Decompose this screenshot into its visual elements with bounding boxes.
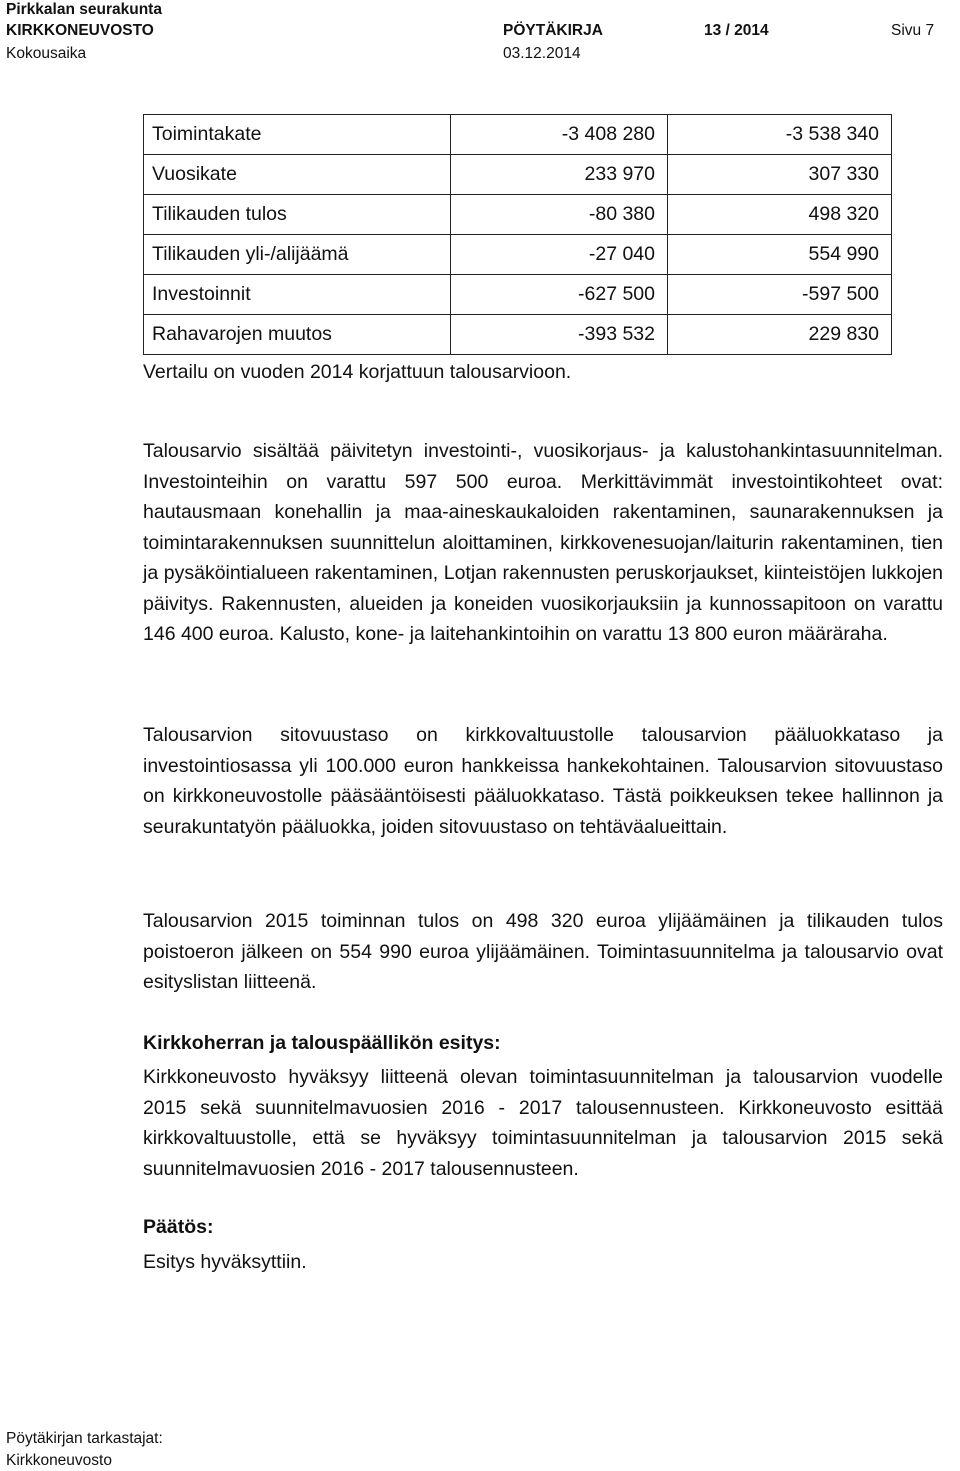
decision-text: Esitys hyväksyttiin. xyxy=(143,1251,307,1273)
value-2015: 498 320 xyxy=(668,195,892,235)
row-label: Tilikauden yli-/alijäämä xyxy=(144,235,451,275)
meeting-date: 03.12.2014 xyxy=(503,45,581,62)
table-row xyxy=(144,275,892,315)
organization-name: Pirkkalan seurakunta xyxy=(6,1,162,18)
binding-level-paragraph: Talousarvion sitovuustaso on kirkkovaltuustolle talousarvion pääluokkataso ja investointiosassa yli 100.000 euron hankkeissa hankekohtainen. Talousarvion sitovuustaso on kirkkoneuvostolle pääsääntöisesti pääluokkataso. Tästä poikkeuksen tekee hallinnon ja seurakuntatyön pääluokka, joiden sitovuustaso on tehtäväalueittain. xyxy=(143,724,943,838)
table-row xyxy=(144,315,892,355)
row-label: Vuosikate xyxy=(144,155,451,195)
value-2014: -393 532 xyxy=(451,315,668,355)
row-label: Tilikauden tulos xyxy=(144,195,451,235)
result-paragraph: Talousarvion 2015 toiminnan tulos on 498 320 euroa ylijäämäinen ja tilikauden tulos poistoeron jälkeen on 554 990 euroa ylijäämäinen. Toimintasuunnitelma ja talousarvio ovat esityslistan liitteenä. xyxy=(143,910,943,993)
footer-reviewers: Pöytäkirjan tarkastajat: xyxy=(6,1430,163,1447)
value-2015: 307 330 xyxy=(668,155,892,195)
value-2014: -3 408 280 xyxy=(451,115,668,155)
decision-heading: Päätös: xyxy=(143,1216,214,1238)
value-2015: 229 830 xyxy=(668,315,892,355)
table-row xyxy=(144,155,892,195)
financial-table xyxy=(143,114,892,355)
value-2014: -80 380 xyxy=(451,195,668,235)
value-2015: 554 990 xyxy=(668,235,892,275)
value-2015: -597 500 xyxy=(668,275,892,315)
row-label: Investoinnit xyxy=(144,275,451,315)
table-row xyxy=(144,115,892,155)
budget-paragraph: Talousarvio sisältää päivitetyn investointi-, vuosikorjaus- ja kalustohankintasuunnitelman. Investointeihin on varattu 597 500 euroa. Merkittävimmät investointikohteet ovat: hautausmaan konehallin ja maa-aineskaukaloiden rakentaminen, saunarakennuksen ja toimintarakennuksen suunnittelun aloittaminen, kirkkovenesuojan/laiturin rakentaminen, tien ja pysäköintialueen rakentaminen, Lotjan rakennusten peruskorjaukset, kiinteistöjen lukkojen päivitys. Rakennusten, alueiden ja koneiden vuosikorjauksiin ja kunnossapitoon on varattu 146 400 euroa. Kalusto, kone- ja laitehankintoihin on varattu 13 800 euron määräraha. xyxy=(143,440,943,645)
page-number: Sivu 7 xyxy=(891,22,935,39)
value-2014: 233 970 xyxy=(451,155,668,195)
value-2015: -3 538 340 xyxy=(668,115,892,155)
meeting-label: Kokousaika xyxy=(6,45,87,62)
doc-number: 13 / 2014 xyxy=(704,22,769,39)
board-name: KIRKKONEUVOSTO xyxy=(6,22,154,39)
comparison-note: Vertailu on vuoden 2014 korjattuun talousarvioon. xyxy=(143,361,572,383)
row-label: Toimintakate xyxy=(144,115,451,155)
footer-board: Kirkkoneuvosto xyxy=(6,1452,112,1469)
doc-type: PÖYTÄKIRJA xyxy=(503,22,603,39)
proposal-text: Kirkkoneuvosto hyväksyy liitteenä olevan toimintasuunnitelman ja talousarvion vuodelle 2015 sekä suunnitelmavuosien 2016 - 2017 talousennusteen. Kirkkoneuvosto esittää kirkkovaltuustolle, että se hyväksyy toimintasuunnitelman ja talousarvion 2015 sekä suunnitelmavuosien 2016 - 2017 talousennusteen. xyxy=(143,1066,943,1180)
row-label: Rahavarojen muutos xyxy=(144,315,451,355)
value-2014: -627 500 xyxy=(451,275,668,315)
table-row xyxy=(144,195,892,235)
value-2014: -27 040 xyxy=(451,235,668,275)
proposal-heading: Kirkkoherran ja talouspäällikön esitys: xyxy=(143,1032,501,1054)
table-row xyxy=(144,235,892,275)
